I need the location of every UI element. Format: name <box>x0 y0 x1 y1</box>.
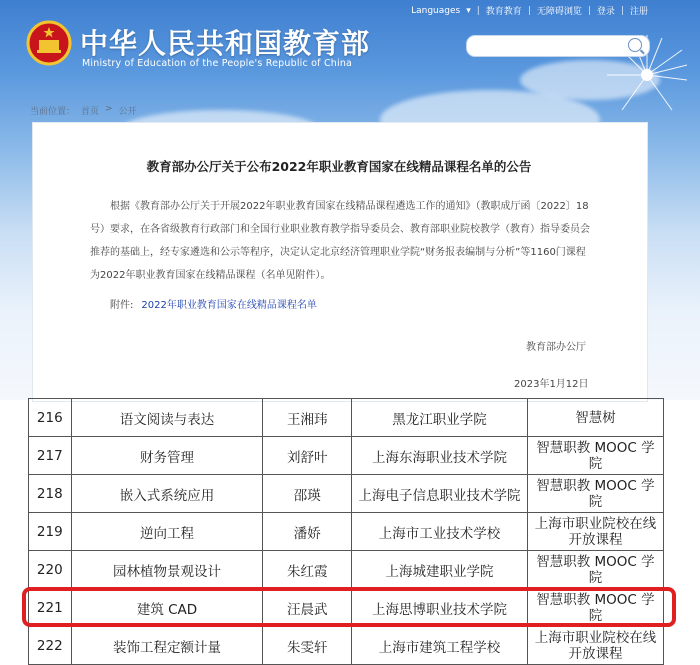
course-name: 财务管理 <box>71 437 263 475</box>
table-row <box>29 437 664 475</box>
school-name: 上海市建筑工程学校 <box>352 627 528 665</box>
course-leader: 潘娇 <box>263 513 352 551</box>
table-row <box>29 627 664 665</box>
attachment-link[interactable]: 2022年职业教育国家在线精品课程名单 <box>141 300 317 311</box>
course-name: 嵌入式系统应用 <box>71 475 263 513</box>
school-name: 上海城建职业学院 <box>352 551 528 589</box>
notice-body-text: 根据《教育部办公厅关于开展2022年职业教育国家在线精品课程遴选工作的通知》（教职成厅函〔2022〕18号）要求，在各省级教育行政部门和全国行业职业教育教学指导委员会、教育部职业院校教学（教育）指导委员会推荐的基础上，经专家遴选和公示等程序，决定认定北京经济管理职业学院“财务报表编制与分析”等1160门课程为2022年职业教育国家在线精品课程（名单见附件）。 <box>90 201 590 281</box>
course-name: 建筑 CAD <box>71 589 263 627</box>
login-link[interactable]: 登录 <box>596 7 615 17</box>
course-leader: 邵瑛 <box>263 475 352 513</box>
notice-signer: 教育部办公厅 <box>526 342 586 353</box>
school-name: 上海思博职业技术学院 <box>352 589 528 627</box>
breadcrumb-public[interactable]: 公开 <box>118 107 137 117</box>
accessibility-link[interactable]: 无障碍浏览 <box>536 7 582 17</box>
course-leader: 汪晨武 <box>263 589 352 627</box>
platform-name <box>527 627 663 665</box>
platform-name <box>527 513 663 551</box>
platform-name: 智慧职教 MOOC 学院 <box>527 475 663 513</box>
course-name: 语文阅读与表达 <box>71 399 263 437</box>
school-name: 上海市工业技术学校 <box>352 513 528 551</box>
row-number: 219 <box>29 513 72 551</box>
notice-body <box>90 195 590 287</box>
breadcrumb-home[interactable]: 首页 <box>81 107 100 117</box>
nav-link-education[interactable]: 教育教育 <box>485 7 522 17</box>
breadcrumb-label: 当前位置： <box>30 107 76 117</box>
breadcrumb-separator: > <box>105 104 113 114</box>
platform-name-text: 上海市职业院校在线开放课程 <box>534 629 657 662</box>
table-row <box>29 513 664 551</box>
table-row <box>29 399 664 437</box>
chevron-down-icon[interactable]: ▾ <box>466 5 471 16</box>
platform-name: 智慧树 <box>527 399 663 437</box>
national-emblem-icon <box>26 20 72 66</box>
course-leader: 朱红霞 <box>263 551 352 589</box>
top-navigation: Languages ▾ | 教育教育 | 无障碍浏览 | 登录 | 注册 <box>411 5 648 17</box>
attachment-label: 附件: <box>110 300 134 311</box>
search-input[interactable] <box>466 35 650 57</box>
school-name: 上海东海职业技术学院 <box>352 437 528 475</box>
course-name: 园林植物景观设计 <box>71 551 263 589</box>
course-name: 逆向工程 <box>71 513 263 551</box>
course-leader: 刘舒叶 <box>263 437 352 475</box>
attachment-line <box>110 296 317 311</box>
row-number: 221 <box>29 589 72 627</box>
register-link[interactable]: 注册 <box>629 7 648 17</box>
notice-title: 教育部办公厅关于公布2022年职业教育国家在线精品课程名单的公告 <box>146 159 532 174</box>
platform-name: 智慧职教 MOOC 学院 <box>527 437 663 475</box>
site-title: 中华人民共和国教育部 <box>80 27 371 60</box>
site-subtitle: Ministry of Education of the People's Republic of China <box>82 58 353 69</box>
course-leader: 王湘玮 <box>263 399 352 437</box>
row-number: 217 <box>29 437 72 475</box>
table-row <box>29 475 664 513</box>
platform-name: 智慧职教 MOOC 学院 <box>527 551 663 589</box>
platform-name: 智慧职教 MOOC 学院 <box>527 589 663 627</box>
school-name: 黑龙江职业学院 <box>352 399 528 437</box>
course-name: 装饰工程定额计量 <box>71 627 263 665</box>
row-number: 216 <box>29 399 72 437</box>
school-name: 上海电子信息职业技术学院 <box>352 475 528 513</box>
highlight-box <box>22 587 676 627</box>
notice-date: 2023年1月12日 <box>514 379 589 390</box>
breadcrumb <box>30 104 137 117</box>
platform-name-text: 上海市职业院校在线开放课程 <box>534 515 657 548</box>
table-row <box>29 551 664 589</box>
languages-link[interactable]: Languages <box>411 5 461 16</box>
search-icon[interactable] <box>628 38 642 52</box>
course-leader: 朱雯轩 <box>263 627 352 665</box>
row-number: 222 <box>29 627 72 665</box>
row-number: 220 <box>29 551 72 589</box>
row-number: 218 <box>29 475 72 513</box>
